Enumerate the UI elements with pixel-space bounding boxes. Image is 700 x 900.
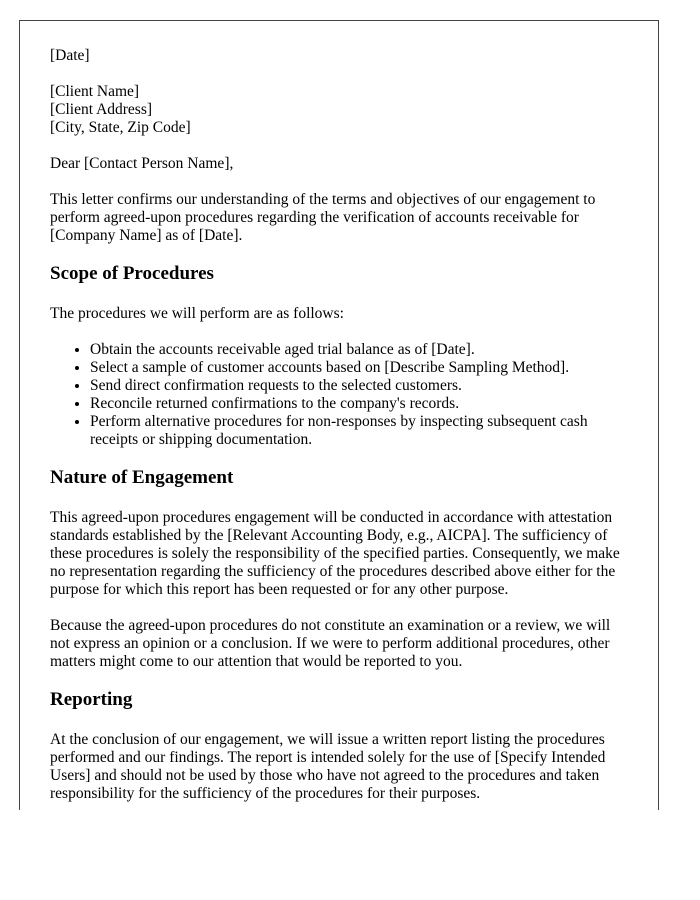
client-name: [Client Name] bbox=[50, 83, 140, 100]
intro-paragraph: This letter confirms our understanding of the terms and objectives of our engagement to perform agreed-upon procedures regarding the verification of accounts receivable for [Company Name] as of [Date]. bbox=[50, 191, 596, 244]
nature-heading: Nature of Engagement bbox=[50, 467, 234, 488]
reporting-paragraph: At the conclusion of our engagement, we will issue a written report listing the procedures performed and our findings. The report is intended solely for the use of [Specify Intended Users] and should not be used by those who have not agreed to the procedures and taken responsibility for the sufficiency of the procedures for their purposes. bbox=[50, 731, 606, 802]
letter-date: [Date] bbox=[50, 47, 90, 64]
list-item: • Reconcile returned confirmations to the company's records. bbox=[90, 395, 628, 413]
list-item: • Obtain the accounts receivable aged trial balance as of [Date]. bbox=[90, 341, 628, 359]
list-item: • Select a sample of customer accounts based on [Describe Sampling Method]. bbox=[90, 359, 628, 377]
scope-heading: Scope of Procedures bbox=[50, 263, 214, 284]
list-item: • Perform alternative procedures for non-responses by inspecting subsequent cash receipts or shipping documentation. bbox=[90, 413, 628, 449]
client-city: [City, State, Zip Code] bbox=[50, 119, 191, 136]
client-address: [Client Address] bbox=[50, 101, 153, 118]
salutation: Dear [Contact Person Name], bbox=[50, 155, 234, 172]
letter-page bbox=[19, 20, 659, 810]
nature-paragraph-2: Because the agreed-upon procedures do not constitute an examination or a review, we will not express an opinion or a conclusion. If we were to perform additional procedures, other matters might come to our attention that would be reported to you. bbox=[50, 617, 611, 670]
list-item: • Send direct confirmation requests to the selected customers. bbox=[90, 377, 628, 395]
nature-paragraph-1: This agreed-upon procedures engagement will be conducted in accordance with attestation standards established by the [Relevant Accounting Body, e.g., AICPA]. The sufficiency of these procedures is solely the responsibility of the specified parties. Consequently, we make no representation regarding the sufficiency of the procedures described above either for the purpose for which this report has been requested or for any other purpose. bbox=[50, 509, 620, 598]
scope-intro: The procedures we will perform are as follows: bbox=[50, 305, 344, 322]
procedures-list bbox=[50, 341, 628, 449]
client-address-block bbox=[50, 83, 628, 137]
reporting-heading: Reporting bbox=[50, 689, 133, 710]
